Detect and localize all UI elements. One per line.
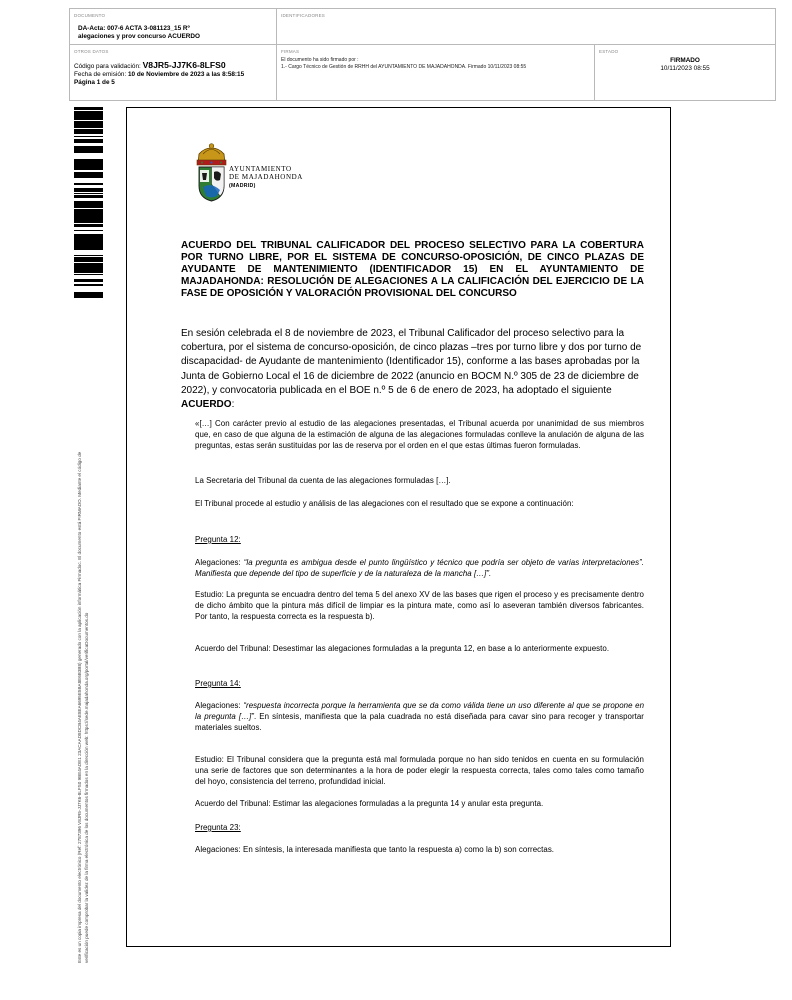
question-23-alegaciones: Alegaciones: En síntesis, la interesada manifiesta que tanto la respuesta a) como la b) son correctas. bbox=[195, 845, 555, 854]
otros-datos bbox=[74, 61, 244, 88]
barcode-bar bbox=[74, 260, 103, 261]
barcode-bar bbox=[74, 271, 103, 273]
barcode-bar bbox=[74, 204, 103, 205]
barcode-bar bbox=[74, 163, 103, 166]
barcode-bar bbox=[74, 249, 103, 250]
barcode-bar bbox=[74, 213, 103, 214]
coat-of-arms-icon bbox=[195, 140, 228, 203]
municipality-logo-text bbox=[229, 165, 303, 190]
intro-paragraph bbox=[181, 327, 644, 412]
barcode-bar bbox=[74, 214, 103, 217]
question-12-title bbox=[195, 534, 644, 545]
barcode-bar bbox=[74, 257, 103, 259]
barcode-bar bbox=[74, 113, 103, 116]
fecha-value: 10 de Noviembre de 2023 a las 8:58:15 bbox=[128, 71, 245, 79]
barcode-bar bbox=[74, 174, 103, 177]
otros-datos-cell bbox=[70, 45, 276, 100]
barcode-bar bbox=[74, 201, 103, 204]
barcode-bar bbox=[74, 172, 103, 174]
firmas-line1: El documento ha sido firmado por : bbox=[281, 57, 359, 63]
barcode-bar bbox=[74, 279, 103, 281]
intro-acuerdo: ACUERDO bbox=[181, 399, 232, 411]
barcode-bar bbox=[74, 168, 103, 170]
barcode-bar bbox=[74, 148, 103, 150]
estado-value bbox=[595, 57, 775, 73]
barcode-bar bbox=[74, 240, 103, 243]
barcode-bar bbox=[74, 130, 103, 132]
question-12-estudio: Estudio: La pregunta se encuadra dentro del tema 5 del anexo XV de las bases que rigen el proceso y es precisamente dentro de dicho ámbito que la pintura más difícil de limpiar es la pintura mate, como así lo aseveran también diversos fabricantes. Por tanto, la respuesta correcta es la respuesta b). bbox=[195, 590, 644, 622]
firmas-cell bbox=[276, 45, 594, 100]
estado-status: FIRMADO bbox=[670, 57, 700, 64]
question-12-title-text: Pregunta 12: bbox=[195, 535, 241, 544]
barcode-bar bbox=[74, 177, 103, 178]
q14-alleg-italic: “respuesta incorrecta porque la herramienta que se da como válida tiene un uso diferente al que se propone en la pregunta […]” bbox=[195, 701, 645, 722]
barcode-bar bbox=[74, 259, 103, 260]
question-14-title bbox=[195, 678, 644, 689]
side-note-line1: Este es un copia impresa del documento electrónico (Ref: 2787396 V8JR5-JJ7K6-8LFS0 9BE4ADE1 23ACAAD8DCB4AE8EA6695E5BA8E6B3B8) generado con la aplicación informática Firmadoc. El documento está FIRMADO. Mediante el código de bbox=[77, 451, 82, 963]
barcode-bar bbox=[74, 295, 103, 296]
barcode-bar bbox=[74, 281, 103, 282]
barcode-bar bbox=[74, 239, 103, 240]
barcode-bar bbox=[74, 207, 103, 208]
barcode-bar bbox=[74, 243, 103, 245]
barcode-bar bbox=[74, 184, 103, 185]
fecha-emision bbox=[74, 71, 244, 79]
codigo-label: Código para validación: bbox=[74, 63, 141, 70]
question-14-estudio: Estudio: El Tribunal considera que la pregunta está mal formulada porque no han sido tenidos en cuenta en su formulación una serie de factores que son determinantes a la hora de poder elegir la respuesta correcta, tales como tales como tamaño del hoyo, consistencia del terreno, profundidad inicial. bbox=[195, 755, 644, 787]
identificadores-caption: IDENTIFICADORES bbox=[281, 13, 326, 18]
barcode-bar bbox=[74, 190, 103, 191]
side-note-line2: verificación puede comprobar la validez de la firma electrónica de los documentos firmados en la dirección web: https://sede.majadahonda.org/portal/verificaDocumentos.do bbox=[84, 612, 89, 963]
barcode-bar bbox=[74, 147, 103, 148]
barcode-bar bbox=[74, 193, 103, 194]
documento-line2: alegaciones y prov concurso ACUERDO bbox=[78, 33, 200, 41]
verification-side-note bbox=[76, 303, 90, 963]
barcode-bar bbox=[74, 274, 103, 275]
barcode-bar bbox=[74, 166, 103, 168]
barcode-bar bbox=[74, 245, 103, 247]
document-heading: ACUERDO DEL TRIBUNAL CALIFICADOR DEL PROCESO SELECTIVO PARA LA COBERTURA POR TURNO LIBRE, POR EL SISTEMA DE CONCURSO-OPOSICIÓN, DE CINCO PLAZAS DE AYUDANTE DE MANTENIMIENTO (IDENTIFICADOR 15) EN EL AYUNTAMIENTO DE MAJADAHONDA: RESOLUCIÓN DE ALEGACIONES A LA CALIFICACIÓN DEL EJERCICIO DE LA FASE DE OPOSICIÓN Y VALORACIÓN PROVISIONAL DEL CONCURSO bbox=[181, 240, 644, 299]
pagina: Página 1 de 5 bbox=[74, 79, 115, 87]
logo-line3: (MADRID) bbox=[229, 182, 256, 189]
barcode-bar bbox=[74, 125, 103, 128]
barcode-bar bbox=[74, 236, 103, 239]
question-14-title-text: Pregunta 14: bbox=[195, 679, 241, 688]
barcode-bar bbox=[74, 159, 103, 161]
barcode-bar bbox=[74, 150, 103, 151]
barcode-bar bbox=[74, 230, 103, 231]
barcode-bar bbox=[74, 109, 103, 110]
documento-title bbox=[78, 25, 200, 41]
intro-end: : bbox=[231, 399, 235, 411]
barcode-bar bbox=[74, 142, 103, 143]
barcode-bar bbox=[74, 183, 103, 184]
barcode-bar bbox=[74, 261, 103, 262]
barcode-bar bbox=[74, 284, 103, 285]
fecha-label: Fecha de emisión: bbox=[74, 71, 127, 79]
barcode-bar bbox=[74, 108, 103, 109]
barcode-bar bbox=[74, 205, 103, 207]
question-23-title bbox=[195, 822, 644, 833]
barcode-bar bbox=[74, 220, 103, 223]
otros-datos-caption: OTROS DATOS bbox=[74, 49, 109, 54]
paragraph-preliminary: «[…] Con carácter previo al estudio de las alegaciones presentadas, el Tribunal acuerda por unanimidad de sus miembros que, en caso de que alguna de la estimación de alguna de las alegaciones formuladas conlleve la anulación de alguna de las preguntas, estas serán sustituidas por las de reserva por el orden en el que estas últimas fueron formuladas. bbox=[195, 419, 644, 451]
barcode-bar bbox=[74, 210, 103, 213]
question-14-alegaciones bbox=[195, 700, 644, 734]
codigo-validacion bbox=[74, 61, 244, 71]
documento-cell bbox=[70, 9, 276, 44]
barcode-bar bbox=[74, 188, 103, 189]
barcode-bar bbox=[74, 195, 103, 196]
barcode-bar bbox=[74, 111, 103, 113]
barcode-bar bbox=[74, 264, 103, 266]
barcode-bar bbox=[74, 117, 103, 119]
metadata-header-top bbox=[69, 8, 776, 45]
estado-date: 10/11/2023 08:55 bbox=[660, 65, 710, 73]
barcode-bar bbox=[74, 107, 103, 108]
barcode-bar bbox=[74, 119, 103, 120]
estado-cell bbox=[594, 45, 775, 100]
barcode-bar bbox=[74, 123, 103, 125]
barcode-bar bbox=[74, 263, 103, 264]
barcode-bar bbox=[74, 255, 103, 256]
barcode-bar bbox=[74, 266, 103, 267]
barcode-bar bbox=[74, 136, 103, 137]
barcode-bar bbox=[74, 162, 103, 163]
documento-caption: DOCUMENTO bbox=[74, 13, 106, 18]
barcode-bar bbox=[74, 268, 103, 271]
barcode-bar bbox=[74, 146, 103, 147]
firmas-text bbox=[281, 57, 526, 70]
barcode-bar bbox=[74, 129, 103, 130]
barcode-bar bbox=[74, 285, 103, 286]
barcode-bar bbox=[74, 139, 103, 141]
question-12-alegaciones bbox=[195, 557, 644, 579]
barcode-bar bbox=[74, 132, 103, 134]
question-12-acuerdo: Acuerdo del Tribunal: Desestimar las alegaciones formuladas a la pregunta 12, en base a lo anteriormente expuesto. bbox=[195, 644, 610, 653]
barcode-icon bbox=[74, 107, 103, 298]
question-23-title-text: Pregunta 23: bbox=[195, 823, 241, 832]
barcode-bar bbox=[74, 267, 103, 268]
barcode-bar bbox=[74, 121, 103, 123]
paragraph-secretaria: La Secretaria del Tribunal da cuenta de las alegaciones formuladas […]. bbox=[195, 476, 451, 485]
question-14-acuerdo: Acuerdo del Tribunal: Estimar las alegaciones formuladas a la pregunta 14 y anular esta pregunta. bbox=[195, 799, 544, 808]
paragraph-estudio-intro: El Tribunal procede al estudio y análisis de las alegaciones con el resultado que se expone a continuación: bbox=[195, 499, 574, 508]
q12-alleg-label: Alegaciones: bbox=[195, 558, 244, 567]
barcode-bar bbox=[74, 161, 103, 162]
barcode-bar bbox=[74, 247, 103, 249]
barcode-bar bbox=[74, 151, 103, 153]
logo-line1: AYUNTAMIENTO bbox=[229, 165, 292, 173]
barcode-bar bbox=[74, 224, 103, 227]
barcode-bar bbox=[74, 196, 103, 197]
barcode-bar bbox=[74, 296, 103, 298]
metadata-header-bottom bbox=[69, 45, 776, 101]
codigo-value[interactable]: V8JR5-JJ7K6-8LFS0 bbox=[142, 60, 226, 70]
estado-caption: ESTADO bbox=[599, 49, 619, 54]
barcode-bar bbox=[74, 209, 103, 210]
q12-alleg-text: “la pregunta es ambigua desde el punto lingüístico y técnico que podría ser objeto de varias interpretaciones”. Manifiesta que depende del tipo de superficie y de la naturaleza de la mancha […]”. bbox=[195, 558, 644, 579]
barcode-bar bbox=[74, 234, 103, 236]
firmas-caption: FIRMAS bbox=[281, 49, 300, 54]
firmas-line2: 1.- Cargo Técnico de Gestión de RRHH del AYUNTAMIENTO DE MAJADAHONDA. Firmado 10/11/2023 08:55 bbox=[281, 63, 527, 70]
documento-line1: DA-Acta: 007-6 ACTA 3-081123_15 Rº bbox=[78, 25, 190, 32]
barcode-bar bbox=[74, 116, 103, 117]
barcode-bar bbox=[74, 197, 103, 198]
barcode-bar bbox=[74, 217, 103, 220]
barcode-bar bbox=[74, 292, 103, 295]
page-frame bbox=[126, 107, 671, 947]
barcode-bar bbox=[74, 141, 103, 142]
intro-text: En sesión celebrada el 8 de noviembre de 2023, el Tribunal Calificador del proceso selectivo para la cobertura, por el sistema de concurso-oposición, de cinco plazas –tres por turno libre y dos por turno de discapacidad- de Ayudante de mantenimiento (Identificador 15), conforme a las bases aprobadas por la Junta de Gobierno Local el 16 de diciembre de 2022 (anuncio en BOCM N.º 305 de 23 de diciembre de 2022), y convocatoria publicada en el BOE n.º 5 de 6 de enero de 2023, ha adoptado el siguiente bbox=[181, 328, 642, 396]
barcode-bar bbox=[74, 189, 103, 190]
barcode-bar bbox=[74, 191, 103, 192]
q14-alleg-label: Alegaciones: bbox=[195, 701, 244, 710]
q14-alleg-rest: . En síntesis, manifiesta que la pala cuadrada no está diseñada para cavar sino para recoger y transportar materiales sueltos. bbox=[195, 712, 644, 733]
identificadores-cell bbox=[276, 9, 775, 44]
logo-line2: DE MAJADAHONDA bbox=[229, 173, 303, 182]
